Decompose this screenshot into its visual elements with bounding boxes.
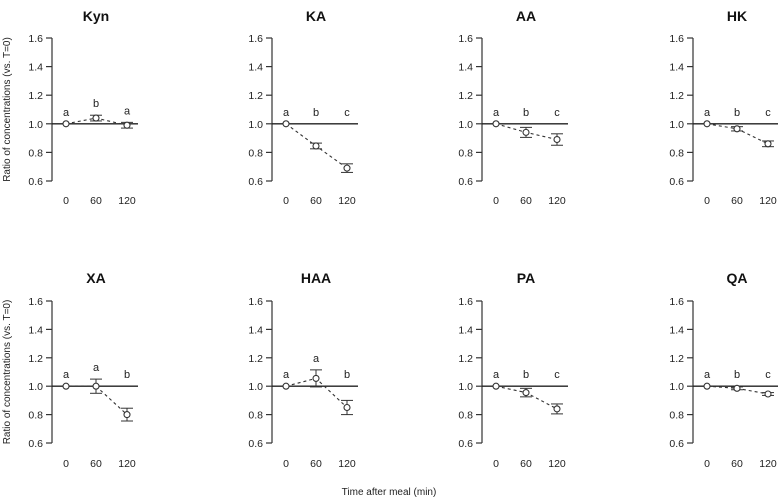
significance-label: a xyxy=(703,106,711,119)
significance-label: a xyxy=(92,362,100,375)
significance-label: a xyxy=(312,352,320,365)
panel-title: HK xyxy=(726,8,748,24)
data-point xyxy=(523,129,529,135)
y-tick-label: 0.6 xyxy=(248,176,263,188)
x-tick-label: 120 xyxy=(548,195,566,207)
y-tick-label: 1.6 xyxy=(669,296,684,308)
data-point xyxy=(124,122,130,128)
significance-label: b xyxy=(92,98,100,111)
panel-title: AA xyxy=(515,8,537,24)
data-point xyxy=(704,383,710,389)
significance-label: a xyxy=(62,369,70,382)
y-tick-label: 1.2 xyxy=(28,352,43,365)
data-point xyxy=(493,383,499,389)
y-tick-label: 1.0 xyxy=(28,381,43,394)
y-tick-label: 1.4 xyxy=(669,61,684,74)
data-point xyxy=(344,405,350,411)
y-tick-label: 0.6 xyxy=(458,438,473,450)
x-tick-label: 60 xyxy=(520,458,532,470)
x-tick-label: 120 xyxy=(118,458,136,470)
y-tick-label: 1.4 xyxy=(248,61,263,74)
significance-label: a xyxy=(123,105,131,118)
y-tick-label: 1.6 xyxy=(248,33,263,45)
data-point xyxy=(523,390,529,396)
y-tick-label: 1.4 xyxy=(669,324,684,337)
panel-title: PA xyxy=(516,270,536,286)
significance-label: b xyxy=(522,369,530,382)
data-point xyxy=(734,126,740,132)
y-tick-label: 0.8 xyxy=(248,409,263,422)
y-tick-label: 0.8 xyxy=(248,147,263,160)
x-tick-label: 120 xyxy=(338,458,356,470)
significance-label: a xyxy=(62,106,70,119)
data-point xyxy=(493,121,499,127)
significance-label: a xyxy=(703,369,711,382)
significance-label: a xyxy=(492,106,500,119)
data-point xyxy=(283,121,289,127)
x-tick-label: 120 xyxy=(118,195,136,207)
panel-title: HAA xyxy=(300,270,332,286)
x-tick-label: 120 xyxy=(548,458,566,470)
data-point xyxy=(313,375,319,381)
y-tick-label: 1.2 xyxy=(28,90,43,103)
y-tick-label: 0.8 xyxy=(458,409,473,422)
data-point xyxy=(63,383,69,389)
panel-title: KA xyxy=(305,8,327,24)
panel-title: QA xyxy=(726,270,748,286)
significance-label: c xyxy=(344,106,350,119)
y-tick-label: 1.0 xyxy=(458,381,473,394)
y-tick-label: 1.0 xyxy=(248,118,263,131)
y-tick-label: 0.6 xyxy=(248,438,263,450)
y-tick-label: 1.4 xyxy=(28,324,43,337)
data-point xyxy=(765,391,771,397)
y-tick-label: 0.6 xyxy=(458,176,473,188)
y-axis-title: Ratio of concentrations (vs. T=0) xyxy=(2,37,13,182)
y-tick-label: 1.0 xyxy=(248,381,263,394)
y-tick-label: 1.0 xyxy=(28,118,43,131)
y-tick-label: 1.6 xyxy=(458,33,473,45)
significance-label: b xyxy=(123,369,131,382)
y-tick-label: 1.4 xyxy=(28,61,43,74)
y-tick-label: 1.4 xyxy=(458,324,473,337)
x-tick-label: 60 xyxy=(90,458,102,470)
x-tick-label: 120 xyxy=(338,195,356,207)
y-tick-label: 1.6 xyxy=(248,296,263,308)
y-tick-label: 1.2 xyxy=(458,352,473,365)
data-point xyxy=(283,383,289,389)
y-tick-label: 1.6 xyxy=(669,33,684,45)
significance-label: c xyxy=(765,106,771,119)
x-tick-label: 60 xyxy=(90,195,102,207)
y-tick-label: 1.6 xyxy=(28,33,43,45)
x-tick-label: 0 xyxy=(283,458,289,470)
data-point xyxy=(124,412,130,418)
data-point xyxy=(93,383,99,389)
y-tick-label: 1.0 xyxy=(669,118,684,131)
y-tick-label: 1.2 xyxy=(458,90,473,103)
y-tick-label: 0.8 xyxy=(669,409,684,422)
significance-label: a xyxy=(282,369,290,382)
x-tick-label: 60 xyxy=(731,195,743,207)
y-tick-label: 1.2 xyxy=(669,352,684,365)
significance-label: a xyxy=(492,369,500,382)
y-tick-label: 1.2 xyxy=(669,90,684,103)
x-tick-label: 0 xyxy=(63,195,69,207)
y-tick-label: 0.6 xyxy=(28,176,43,188)
y-tick-label: 1.2 xyxy=(248,90,263,103)
data-point xyxy=(554,137,560,143)
data-point xyxy=(765,141,771,147)
x-tick-label: 0 xyxy=(493,458,499,470)
y-axis-title: Ratio of concentrations (vs. T=0) xyxy=(2,299,13,445)
x-axis-title: Time after meal (min) xyxy=(341,487,437,498)
x-tick-label: 60 xyxy=(520,195,532,207)
significance-label: b xyxy=(733,369,741,382)
x-tick-label: 120 xyxy=(759,458,777,470)
y-tick-label: 1.0 xyxy=(458,118,473,131)
y-tick-label: 1.4 xyxy=(458,61,473,74)
data-point xyxy=(63,121,69,127)
data-point xyxy=(704,121,710,127)
significance-label: c xyxy=(554,106,560,119)
x-tick-label: 120 xyxy=(759,195,777,207)
x-tick-label: 60 xyxy=(310,195,322,207)
y-tick-label: 0.8 xyxy=(28,409,43,422)
data-point xyxy=(344,165,350,171)
significance-label: b xyxy=(733,106,741,119)
x-tick-label: 60 xyxy=(731,458,743,470)
y-tick-label: 0.6 xyxy=(28,438,43,450)
y-tick-label: 1.6 xyxy=(28,296,43,308)
panel-title: XA xyxy=(86,270,106,286)
significance-label: b xyxy=(312,106,320,119)
y-tick-label: 1.6 xyxy=(458,296,473,308)
y-tick-label: 0.6 xyxy=(669,176,684,188)
significance-label: c xyxy=(765,369,771,382)
y-tick-label: 0.6 xyxy=(669,438,684,450)
data-point xyxy=(93,115,99,121)
significance-label: c xyxy=(554,369,560,382)
y-tick-label: 1.2 xyxy=(248,352,263,365)
x-tick-label: 0 xyxy=(283,195,289,207)
data-point xyxy=(313,143,319,149)
x-tick-label: 0 xyxy=(704,195,710,207)
x-tick-label: 60 xyxy=(310,458,322,470)
panel-title: Kyn xyxy=(82,8,110,24)
y-tick-label: 0.8 xyxy=(458,147,473,160)
significance-label: b xyxy=(522,106,530,119)
significance-label: b xyxy=(343,369,351,382)
y-tick-label: 1.4 xyxy=(248,324,263,337)
data-point xyxy=(554,406,560,412)
x-tick-label: 0 xyxy=(63,458,69,470)
data-point xyxy=(734,385,740,391)
significance-label: a xyxy=(282,106,290,119)
y-tick-label: 1.0 xyxy=(669,381,684,394)
y-tick-label: 0.8 xyxy=(28,147,43,160)
y-tick-label: 0.8 xyxy=(669,147,684,160)
x-tick-label: 0 xyxy=(493,195,499,207)
x-tick-label: 0 xyxy=(704,458,710,470)
